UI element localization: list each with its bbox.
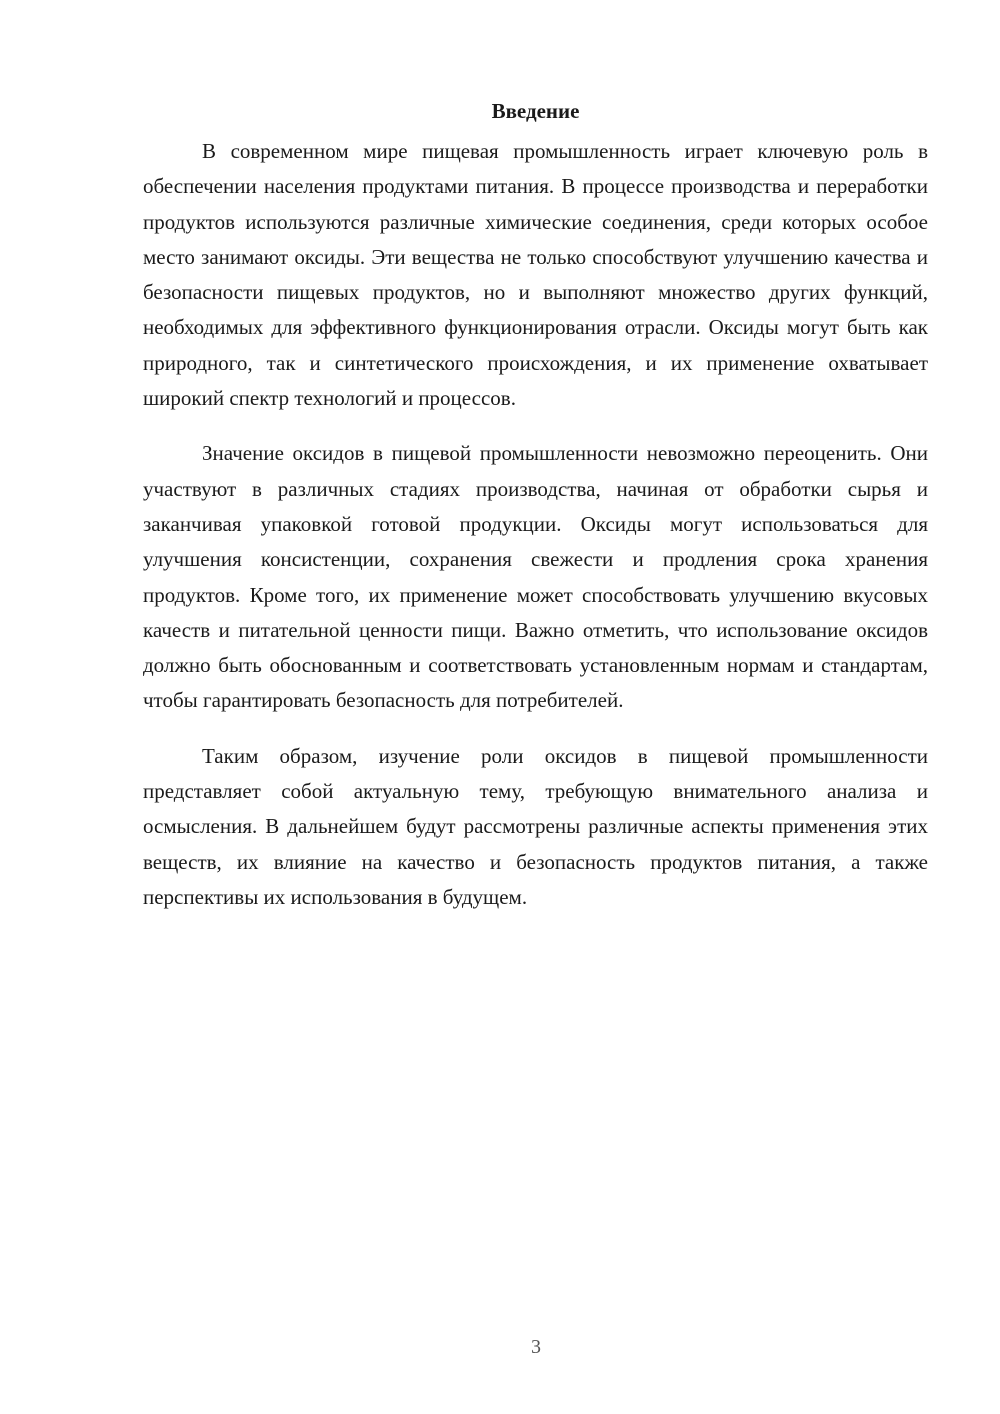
page-number: 3	[531, 1336, 541, 1358]
page-content	[143, 96, 928, 935]
paragraph-1: В современном мире пищевая промышленность играет ключевую роль в обеспечении населения продуктами питания. В процессе производства и переработки продуктов используются различные химические соединения, среди которых особое место занимают оксиды. Эти вещества не только способствуют улучшению качества и безопасности пищевых продуктов, но и выполняют множество других функций, необходимых для эффективного функционирования отрасли. Оксиды могут быть как природного, так и синтетического происхождения, и их применение охватывает широкий спектр технологий и процессов.	[143, 139, 928, 411]
paragraph-2: Значение оксидов в пищевой промышленности невозможно переоценить. Они участвуют в различных стадиях производства, начиная от обработки сырья и заканчивая упаковкой готовой продукции. Оксиды могут использоваться для улучшения консистенции, сохранения свежести и продления срока хранения продуктов. Кроме того, их применение может способствовать улучшению вкусовых качеств и питательной ценности пищи. Важно отметить, что использование оксидов должно быть обоснованным и соответствовать установленным нормам и стандартам, чтобы гарантировать безопасность для потребителей.	[143, 441, 928, 713]
paragraph-3: Таким образом, изучение роли оксидов в пищевой промышленности представляет собой актуальную тему, требующую внимательного анализа и осмысления. В дальнейшем будут рассмотрены различные аспекты применения этих веществ, их влияние на качество и безопасность продуктов питания, а также перспективы их использования в будущем.	[143, 743, 928, 909]
section-heading: Введение	[491, 99, 580, 123]
